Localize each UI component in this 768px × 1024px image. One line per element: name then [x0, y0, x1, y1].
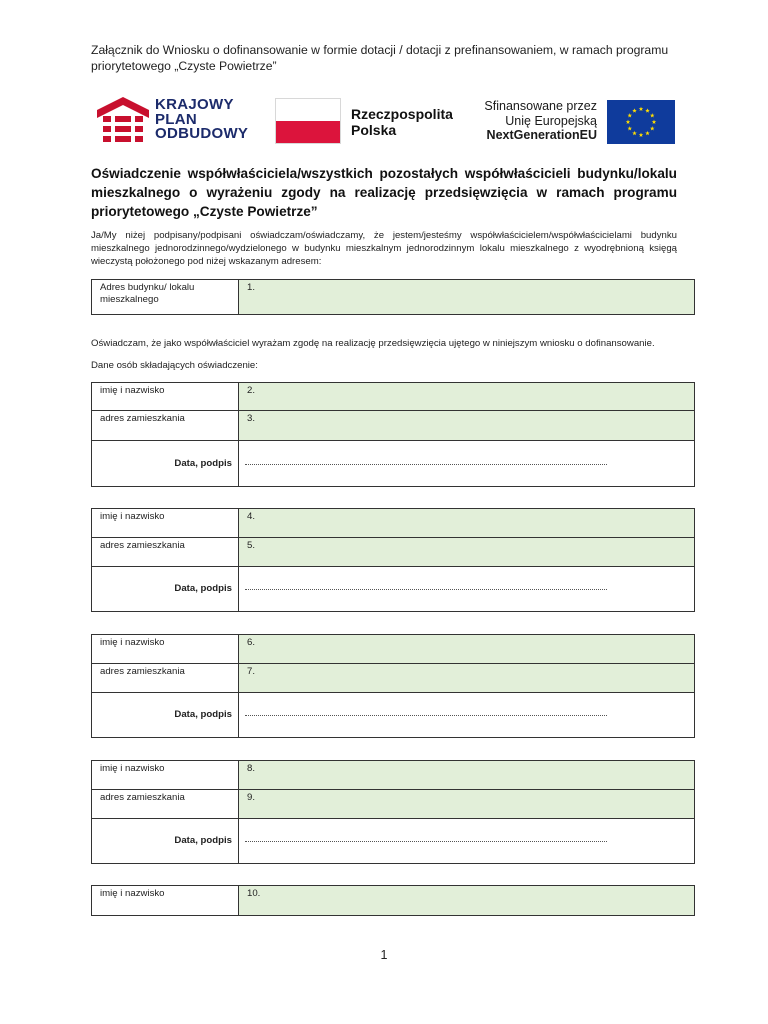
- kpo-emblem-icon: [95, 94, 151, 146]
- signature-label: Data, podpis: [92, 567, 239, 611]
- person-table-1: [91, 382, 695, 487]
- eu-line-2: Unię Europejską: [505, 113, 597, 128]
- name-field[interactable]: 8.: [239, 761, 694, 789]
- polish-flag-icon: [275, 98, 341, 144]
- residence-field[interactable]: 7.: [239, 664, 694, 692]
- kpo-logo: [95, 94, 255, 146]
- signature-dotted-line: [245, 715, 607, 716]
- residence-label: adres zamieszkania: [92, 538, 239, 566]
- residence-field[interactable]: 3.: [239, 411, 694, 440]
- signature-row: [92, 693, 694, 738]
- name-label: imię i nazwisko: [92, 635, 239, 663]
- kpo-line-1: KRAJOWY: [155, 96, 234, 113]
- residence-field[interactable]: 9.: [239, 790, 694, 818]
- signature-field[interactable]: [239, 567, 694, 611]
- signature-label: Data, podpis: [92, 693, 239, 737]
- name-field[interactable]: 4.: [239, 509, 694, 537]
- name-row: [92, 761, 694, 790]
- address-row: [92, 411, 694, 441]
- intro-paragraph: Ja/My niżej podpisany/podpisani oświadczam/oświadczamy, że jestem/jesteśmy współwłaścicielem/współwłaścicielami budynku mieszkalnego jednorodzinnego/wydzielonego w budynku mieszkalnym jednorodzinnym lokalu mieszkalnego z wyodrębnioną księgą wieczystą położonego pod niżej wskazanym adresem:: [91, 230, 677, 267]
- person-table-2: [91, 508, 695, 612]
- signature-field[interactable]: [239, 819, 694, 863]
- name-row: [92, 635, 694, 664]
- rp-logo: [275, 98, 465, 144]
- signature-row: [92, 441, 694, 487]
- eu-flag-icon: [607, 100, 675, 144]
- name-label: imię i nazwisko: [92, 383, 239, 410]
- address-field[interactable]: 1.: [239, 280, 694, 314]
- address-row: [92, 538, 694, 567]
- name-row: [92, 509, 694, 538]
- consent-statement: Oświadczam, że jako współwłaściciel wyrażam zgodę na realizację przedsięwzięcia ujętego w niniejszym wniosku o dofinansowanie.: [91, 338, 655, 349]
- residence-field[interactable]: 5.: [239, 538, 694, 566]
- residence-label: adres zamieszkania: [92, 664, 239, 692]
- rp-line-2: Polska: [351, 122, 397, 138]
- residence-label: adres zamieszkania: [92, 790, 239, 818]
- person-table-4: [91, 760, 695, 864]
- rp-line-1: Rzeczpospolita: [351, 106, 453, 122]
- name-row: [92, 886, 694, 916]
- person-table-3: [91, 634, 695, 738]
- name-label: imię i nazwisko: [92, 761, 239, 789]
- signature-label: Data, podpis: [92, 441, 239, 486]
- kpo-wordmark: [155, 98, 248, 142]
- signature-row: [92, 567, 694, 612]
- document-title: Oświadczenie współwłaściciela/wszystkich pozostałych współwłaścicieli budynku/lokalu mieszkalnego o wyrażeniu zgody na realizację przedsięwzięcia w ramach programu priorytetowego „Czyste Powietrze”: [91, 166, 677, 219]
- residence-label: adres zamieszkania: [92, 411, 239, 440]
- eu-logo: [475, 96, 675, 146]
- person-table-5: [91, 885, 695, 916]
- eu-line-3: NextGenerationEU: [486, 128, 597, 142]
- kpo-line-2: PLAN: [155, 110, 198, 128]
- name-field[interactable]: 10.: [239, 886, 694, 915]
- eu-funding-text: [484, 99, 597, 143]
- address-row: [92, 790, 694, 819]
- name-label: imię i nazwisko: [92, 886, 239, 915]
- signature-field[interactable]: [239, 441, 694, 486]
- signature-dotted-line: [245, 841, 607, 842]
- signature-field[interactable]: [239, 693, 694, 737]
- rp-wordmark: [351, 106, 453, 138]
- address-label: Adres budynku/ lokalu mieszkalnego: [92, 280, 239, 314]
- name-field[interactable]: 2.: [239, 383, 694, 410]
- signature-dotted-line: [245, 589, 607, 590]
- address-row: [92, 280, 694, 315]
- address-table: [91, 279, 695, 315]
- address-row: [92, 664, 694, 693]
- persons-section-label: Dane osób składających oświadczenie:: [91, 360, 258, 371]
- eu-line-1: Sfinansowane przez: [484, 99, 597, 113]
- name-label: imię i nazwisko: [92, 509, 239, 537]
- attachment-header-note: Załącznik do Wniosku o dofinansowanie w formie dotacji / dotacji z prefinansowaniem, w ramach programu priorytetowego „Czyste Powietrze”: [91, 43, 669, 73]
- name-row: [92, 383, 694, 411]
- name-field[interactable]: 6.: [239, 635, 694, 663]
- signature-label: Data, podpis: [92, 819, 239, 863]
- signature-row: [92, 819, 694, 864]
- signature-dotted-line: [245, 464, 607, 465]
- kpo-line-3: ODBUDOWY: [155, 125, 249, 142]
- page-number: 1: [380, 948, 388, 962]
- logo-bar: [95, 92, 675, 150]
